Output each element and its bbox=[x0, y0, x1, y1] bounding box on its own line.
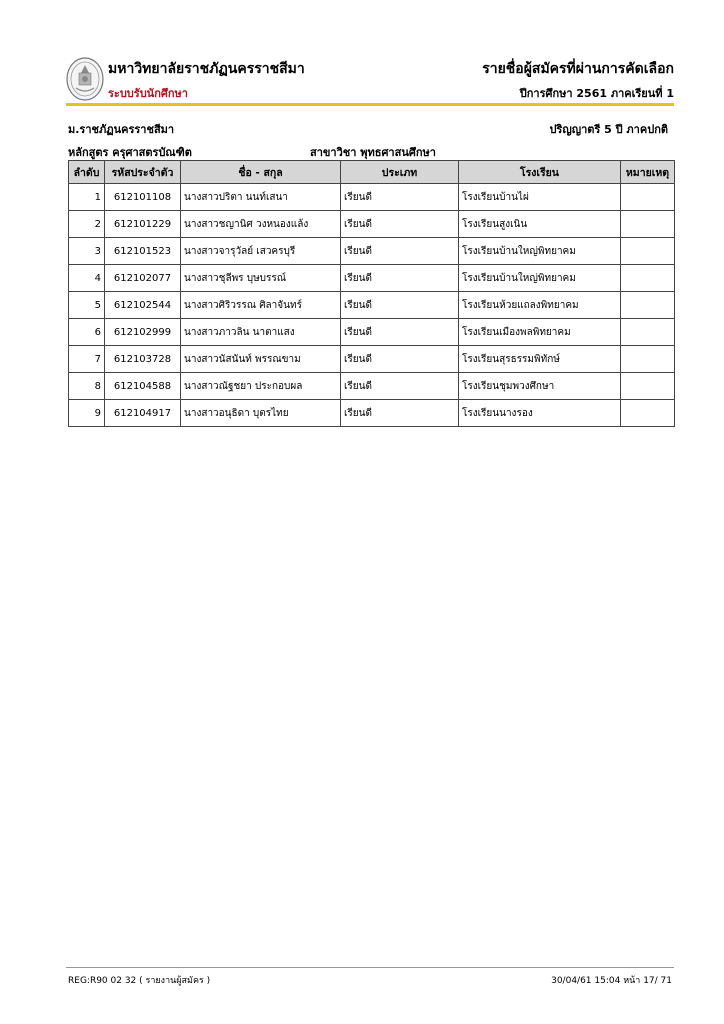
system-name: ระบบรับนักศึกษา bbox=[108, 87, 188, 100]
cell-school: โรงเรียนชุมพวงศึกษา bbox=[459, 373, 621, 400]
cell-id: 612103728 bbox=[105, 346, 181, 373]
cell-no: 9 bbox=[69, 400, 105, 427]
table-row bbox=[69, 400, 675, 427]
table-row bbox=[69, 211, 675, 238]
cell-school: โรงเรียนบ้านใหญ่พิทยาคม bbox=[459, 238, 621, 265]
cell-no: 4 bbox=[69, 265, 105, 292]
cell-name: นางสาวนัสนันท์ พรรณขาม bbox=[181, 346, 341, 373]
cell-school: โรงเรียนนางรอง bbox=[459, 400, 621, 427]
footer-divider bbox=[66, 967, 674, 968]
university-short-name: ม.ราชภัฏนครราชสีมา bbox=[68, 123, 175, 136]
cell-school: โรงเรียนบ้านไผ่ bbox=[459, 184, 621, 211]
university-name: มหาวิทยาลัยราชภัฏนครราชสีมา bbox=[108, 61, 305, 77]
column-header-note: หมายเหตุ bbox=[621, 161, 675, 184]
table-row bbox=[69, 292, 675, 319]
cell-id: 612101108 bbox=[105, 184, 181, 211]
cell-note bbox=[621, 346, 675, 373]
cell-note bbox=[621, 211, 675, 238]
column-header-name: ชื่อ - สกุล bbox=[181, 161, 341, 184]
cell-name: นางสาวชญานิศ วงหนองแล้ง bbox=[181, 211, 341, 238]
applicant-table bbox=[68, 160, 675, 427]
cell-type: เรียนดี bbox=[341, 319, 459, 346]
table-row bbox=[69, 265, 675, 292]
cell-type: เรียนดี bbox=[341, 346, 459, 373]
cell-id: 612102077 bbox=[105, 265, 181, 292]
cell-type: เรียนดี bbox=[341, 184, 459, 211]
university-seal-icon bbox=[66, 57, 104, 101]
curriculum-label: หลักสูตร ครุศาสตรบัณฑิต bbox=[68, 146, 192, 159]
cell-school: โรงเรียนสูงเนิน bbox=[459, 211, 621, 238]
cell-type: เรียนดี bbox=[341, 292, 459, 319]
cell-note bbox=[621, 373, 675, 400]
major-label: สาขาวิชา พุทธศาสนศึกษา bbox=[310, 146, 436, 159]
table-row bbox=[69, 184, 675, 211]
table-row bbox=[69, 346, 675, 373]
degree-label: ปริญญาตรี 5 ปี ภาคปกติ bbox=[549, 123, 668, 136]
cell-name: นางสาวภาวลิน นาตาแสง bbox=[181, 319, 341, 346]
cell-type: เรียนดี bbox=[341, 265, 459, 292]
cell-name: นางสาวศิริวรรณ ศิลาจันทร์ bbox=[181, 292, 341, 319]
cell-note bbox=[621, 265, 675, 292]
cell-note bbox=[621, 238, 675, 265]
cell-no: 3 bbox=[69, 238, 105, 265]
header-divider bbox=[66, 103, 674, 106]
cell-id: 612102999 bbox=[105, 319, 181, 346]
cell-id: 612104917 bbox=[105, 400, 181, 427]
cell-name: นางสาวอนุธิดา บุตรไทย bbox=[181, 400, 341, 427]
report-title: รายชื่อผู้สมัครที่ผ่านการคัดเลือก bbox=[482, 61, 674, 77]
cell-note bbox=[621, 400, 675, 427]
cell-school: โรงเรียนห้วยแถลงพิทยาคม bbox=[459, 292, 621, 319]
table-row bbox=[69, 238, 675, 265]
cell-name: นางสาวชุลีพร บุษบรรณ์ bbox=[181, 265, 341, 292]
cell-type: เรียนดี bbox=[341, 238, 459, 265]
cell-school: โรงเรียนเมืองพลพิทยาคม bbox=[459, 319, 621, 346]
column-header-id: รหัสประจำตัว bbox=[105, 161, 181, 184]
cell-no: 5 bbox=[69, 292, 105, 319]
cell-note bbox=[621, 184, 675, 211]
cell-name: นางสาวณัฐชยา ประกอบผล bbox=[181, 373, 341, 400]
cell-type: เรียนดี bbox=[341, 373, 459, 400]
cell-no: 2 bbox=[69, 211, 105, 238]
cell-id: 612101229 bbox=[105, 211, 181, 238]
cell-name: นางสาวปริตา นนท์เสนา bbox=[181, 184, 341, 211]
cell-id: 612101523 bbox=[105, 238, 181, 265]
cell-no: 6 bbox=[69, 319, 105, 346]
cell-no: 8 bbox=[69, 373, 105, 400]
cell-note bbox=[621, 292, 675, 319]
cell-id: 612104588 bbox=[105, 373, 181, 400]
cell-no: 1 bbox=[69, 184, 105, 211]
table-row bbox=[69, 319, 675, 346]
cell-name: นางสาวจารุวัลย์ เสวครบุรี bbox=[181, 238, 341, 265]
academic-year-label: ปีการศึกษา 2561 ภาคเรียนที่ 1 bbox=[519, 87, 674, 100]
cell-id: 612102544 bbox=[105, 292, 181, 319]
cell-school: โรงเรียนสุรธรรมพิทักษ์ bbox=[459, 346, 621, 373]
table-row bbox=[69, 373, 675, 400]
table-header-row bbox=[69, 161, 675, 184]
cell-type: เรียนดี bbox=[341, 400, 459, 427]
cell-type: เรียนดี bbox=[341, 211, 459, 238]
cell-note bbox=[621, 319, 675, 346]
cell-school: โรงเรียนบ้านใหญ่พิทยาคม bbox=[459, 265, 621, 292]
column-header-school: โรงเรียน bbox=[459, 161, 621, 184]
column-header-no: ลำดับ bbox=[69, 161, 105, 184]
cell-no: 7 bbox=[69, 346, 105, 373]
report-code: REG:R90 02 32 ( รายงานผู้สมัคร ) bbox=[68, 976, 211, 986]
timestamp-page: 30/04/61 15:04 หน้า 17/ 71 bbox=[551, 976, 672, 986]
column-header-type: ประเภท bbox=[341, 161, 459, 184]
